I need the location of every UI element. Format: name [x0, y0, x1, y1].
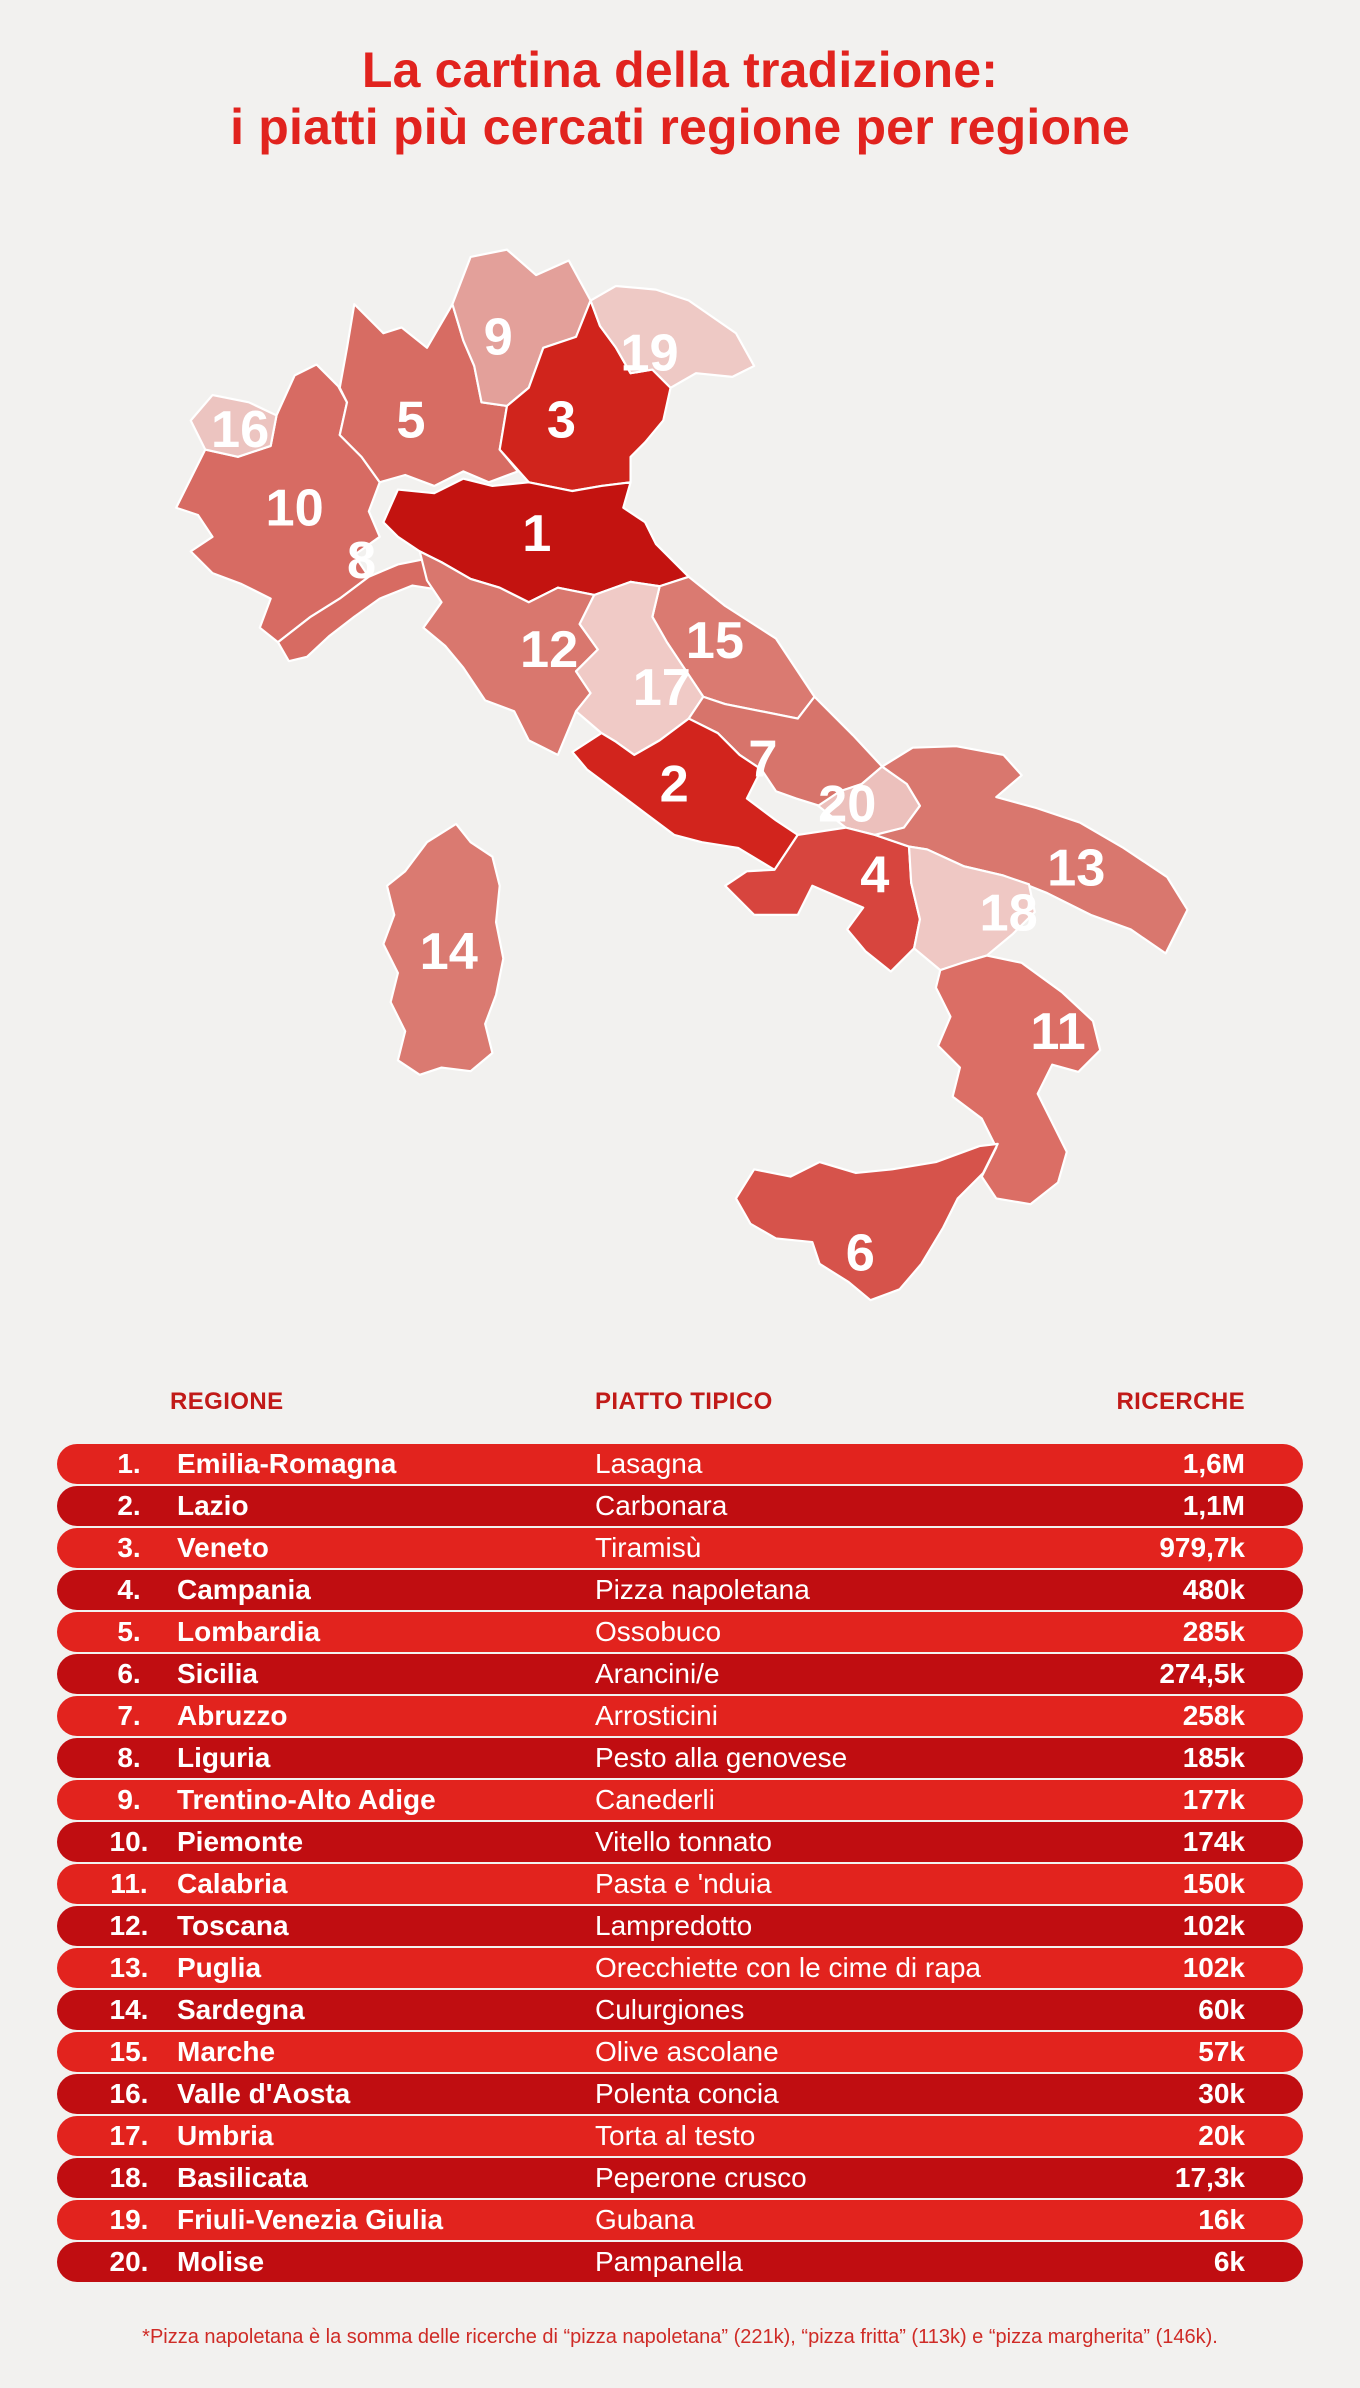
- map-label-sardegna: 14: [419, 922, 478, 981]
- map-label-calabria: 11: [1030, 1002, 1086, 1061]
- row-searches: 17,3k: [1174, 2162, 1245, 2193]
- row-region: Puglia: [177, 1952, 262, 1983]
- table-row: [57, 2116, 1303, 2156]
- map-label-emilia-romagna: 1: [522, 504, 552, 563]
- row-searches: 177k: [1182, 1784, 1245, 1815]
- row-region: Veneto: [177, 1532, 269, 1563]
- map-label-lazio: 2: [659, 755, 689, 814]
- table-row: [57, 1654, 1303, 1694]
- row-dish: Ossobuco: [595, 1616, 722, 1647]
- column-header-ricerche: RICERCHE: [1116, 1388, 1245, 1415]
- row-searches: 1,6M: [1182, 1448, 1245, 1479]
- row-region: Liguria: [177, 1742, 271, 1773]
- map-label-marche: 15: [685, 611, 745, 670]
- row-rank: 10.: [109, 1826, 149, 1857]
- row-rank: 11.: [110, 1868, 148, 1899]
- map-label-lombardia: 5: [396, 391, 426, 450]
- table-row: [57, 1822, 1303, 1862]
- row-region: Sardegna: [177, 1994, 305, 2025]
- column-header-regione: REGIONE: [170, 1388, 284, 1415]
- ranking-table: [57, 1388, 1303, 2282]
- row-rank: 17.: [109, 2120, 149, 2151]
- row-region: Piemonte: [177, 1826, 304, 1857]
- row-searches: 57k: [1198, 2036, 1245, 2067]
- row-region: Valle d'Aosta: [177, 2078, 351, 2109]
- table-row: [57, 1990, 1303, 2030]
- table-row: [57, 2200, 1303, 2240]
- map-label-puglia: 13: [1047, 839, 1106, 898]
- map-label-campania: 4: [860, 846, 890, 905]
- row-searches: 150k: [1182, 1868, 1245, 1899]
- map-label-veneto: 3: [546, 391, 577, 450]
- table-row: [57, 1570, 1303, 1610]
- column-header-piatto-tipico: PIATTO TIPICO: [595, 1388, 773, 1415]
- table-row: [57, 2242, 1303, 2282]
- row-region: Basilicata: [177, 2162, 308, 2193]
- row-searches: 6k: [1213, 2246, 1245, 2277]
- row-rank: 6.: [117, 1658, 141, 1689]
- row-searches: 480k: [1182, 1574, 1245, 1605]
- row-searches: 102k: [1182, 1952, 1245, 1983]
- row-searches: 60k: [1198, 1994, 1245, 2025]
- row-dish: Culurgiones: [595, 1994, 745, 2025]
- map-label-friuli-venezia-giulia: 19: [620, 324, 679, 383]
- table-row: [57, 1696, 1303, 1736]
- table-header-row: [57, 1388, 1303, 1418]
- row-rank: 15.: [109, 2036, 149, 2067]
- row-region: Umbria: [177, 2120, 274, 2151]
- table-row: [57, 1864, 1303, 1904]
- row-region: Sicilia: [177, 1658, 258, 1689]
- row-rank: 4.: [117, 1574, 141, 1605]
- row-rank: 14.: [109, 1994, 149, 2025]
- row-searches: 174k: [1182, 1826, 1245, 1857]
- table-row: [57, 1738, 1303, 1778]
- row-dish: Pizza napoletana: [595, 1574, 810, 1605]
- row-region: Lazio: [177, 1490, 249, 1521]
- map-label-liguria: 8: [347, 531, 377, 590]
- row-region: Calabria: [177, 1868, 288, 1899]
- row-region: Emilia-Romagna: [177, 1448, 397, 1479]
- row-rank: 19.: [109, 2204, 149, 2235]
- table-row: [57, 1486, 1303, 1526]
- row-dish: Torta al testo: [595, 2120, 756, 2151]
- row-dish: Carbonara: [595, 1490, 728, 1521]
- row-dish: Arancini/e: [595, 1658, 720, 1689]
- row-searches: 30k: [1198, 2078, 1245, 2109]
- italy-map-svg: [120, 230, 1240, 1370]
- table-row: [57, 1444, 1303, 1484]
- row-rank: 3.: [117, 1532, 141, 1563]
- row-region: Friuli-Venezia Giulia: [177, 2204, 444, 2235]
- footnote: *Pizza napoletana è la somma delle ricerche di “pizza napoletana” (221k), “pizza fritta” (113k) e “pizza margherita” (146k).: [142, 2326, 1218, 2348]
- map-label-toscana: 12: [520, 621, 579, 680]
- row-searches: 16k: [1198, 2204, 1245, 2235]
- map-label-valle-d-aosta: 16: [211, 400, 270, 459]
- title-line-1: La cartina della tradizione:: [361, 42, 999, 98]
- row-dish: Gubana: [595, 2204, 695, 2235]
- row-searches: 185k: [1182, 1742, 1245, 1773]
- table-row: [57, 1528, 1303, 1568]
- map-label-molise: 20: [818, 775, 877, 834]
- row-dish: Vitello tonnato: [595, 1826, 772, 1857]
- row-rank: 18.: [109, 2162, 149, 2193]
- map-label-trentino-alto-adige: 9: [483, 308, 513, 367]
- row-rank: 5.: [117, 1616, 141, 1647]
- map-label-abruzzo: 7: [748, 730, 778, 789]
- row-region: Trentino-Alto Adige: [177, 1784, 436, 1815]
- row-region: Lombardia: [177, 1616, 321, 1647]
- table-rows: [57, 1444, 1303, 2282]
- map-label-basilicata: 18: [979, 884, 1038, 943]
- row-rank: 1.: [117, 1448, 141, 1479]
- row-region: Abruzzo: [177, 1700, 288, 1731]
- row-searches: 20k: [1198, 2120, 1245, 2151]
- row-searches: 102k: [1182, 1910, 1245, 1941]
- table-row: [57, 1948, 1303, 1988]
- table-row: [57, 1612, 1303, 1652]
- row-rank: 2.: [117, 1490, 141, 1521]
- row-searches: 1,1M: [1182, 1490, 1245, 1521]
- row-rank: 16.: [109, 2078, 149, 2109]
- table-row: [57, 1906, 1303, 1946]
- table-row: [57, 2074, 1303, 2114]
- row-dish: Olive ascolane: [595, 2036, 779, 2067]
- map-label-umbria: 17: [632, 659, 691, 718]
- row-dish: Pasta e 'nduia: [595, 1868, 772, 1899]
- row-rank: 8.: [117, 1742, 141, 1773]
- row-dish: Pampanella: [595, 2246, 743, 2277]
- row-dish: Lasagna: [595, 1448, 703, 1479]
- row-dish: Peperone crusco: [595, 2162, 807, 2193]
- row-region: Molise: [177, 2246, 265, 2277]
- row-dish: Canederli: [595, 1784, 715, 1815]
- row-dish: Pesto alla genovese: [595, 1742, 848, 1773]
- row-region: Marche: [177, 2036, 276, 2067]
- table-row: [57, 2158, 1303, 2198]
- table-row: [57, 1780, 1303, 1820]
- page-title: [0, 0, 1360, 156]
- row-searches: 258k: [1182, 1700, 1245, 1731]
- row-rank: 12.: [109, 1910, 149, 1941]
- row-dish: Tiramisù: [595, 1532, 702, 1563]
- title-line-2: i piatti più cercati regione per regione: [230, 99, 1130, 155]
- map-label-sicilia: 6: [845, 1224, 875, 1283]
- row-searches: 285k: [1182, 1616, 1245, 1647]
- row-rank: 7.: [117, 1700, 141, 1731]
- row-dish: Orecchiette con le cime di rapa: [595, 1952, 981, 1983]
- row-rank: 20.: [109, 2246, 149, 2277]
- map-label-piemonte: 10: [265, 479, 324, 538]
- row-searches: 274,5k: [1159, 1658, 1245, 1689]
- row-searches: 979,7k: [1159, 1532, 1245, 1563]
- row-dish: Arrosticini: [595, 1700, 718, 1731]
- row-dish: Polenta concia: [595, 2078, 779, 2109]
- row-region: Campania: [177, 1574, 311, 1605]
- row-rank: 13.: [109, 1952, 149, 1983]
- row-region: Toscana: [177, 1910, 289, 1941]
- row-dish: Lampredotto: [595, 1910, 753, 1941]
- row-rank: 9.: [117, 1784, 141, 1815]
- italy-choropleth-map: [120, 230, 1240, 1370]
- table-row: [57, 2032, 1303, 2072]
